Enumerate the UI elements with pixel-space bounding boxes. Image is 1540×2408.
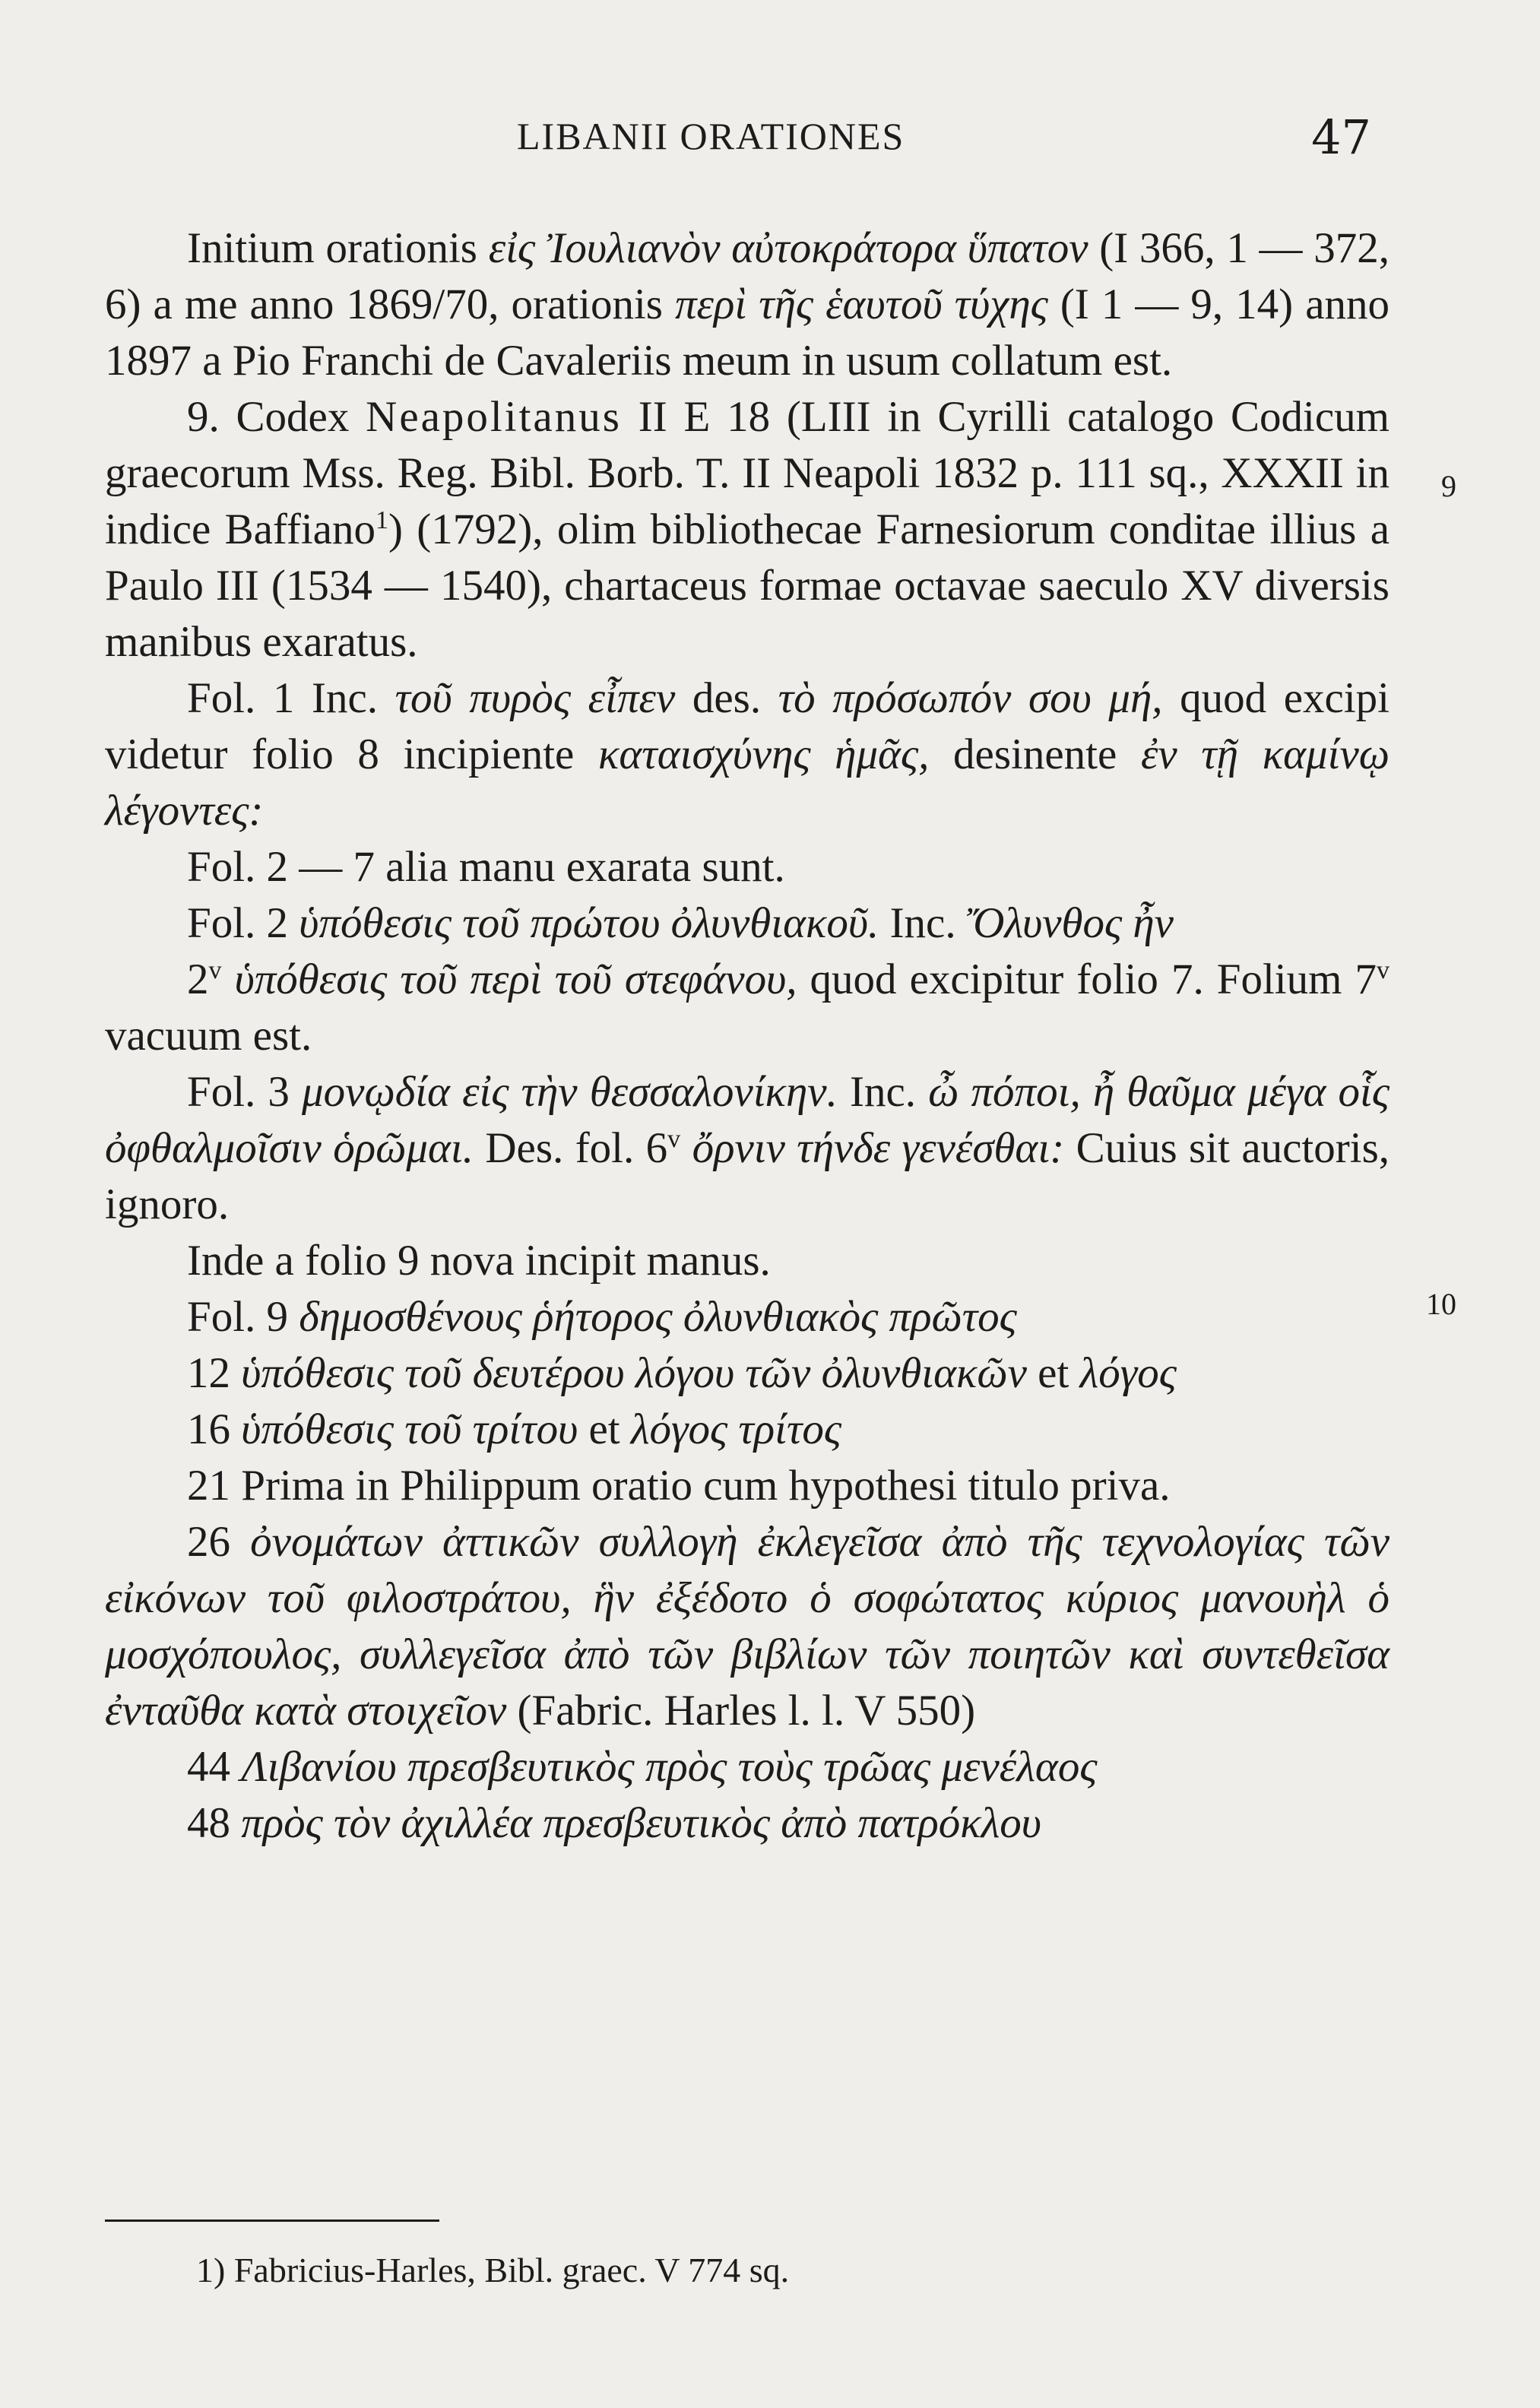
greek-text: ὑπόθεσις τοῦ τρίτου [241, 1405, 578, 1453]
greek-text: τοῦ πυρὸς εἶπεν [395, 674, 676, 722]
text-run: Fol. 3 [187, 1068, 303, 1116]
paragraph-codex [105, 389, 1389, 670]
list-item: 21 Prima in Philippum oratio cum hypothesi titulo priva. [187, 1462, 1171, 1510]
paragraph-2v [105, 952, 1389, 1064]
text-run: 2 [187, 955, 209, 1003]
list-item [105, 1795, 1389, 1852]
verso-marker: v [1377, 956, 1390, 984]
verso-marker: v [667, 1125, 681, 1153]
text-run: des. [675, 674, 778, 722]
text-run: ) (1792), olim bibliothecae Farnesiorum conditae illius a Paulo III (1534 — 1540), chartaceus formae octavae saeculo XV diversis manibus exaratus. [105, 505, 1389, 666]
text-run: quod excipi videtur folio 8 incipiente [105, 674, 1389, 778]
text-run: (Fabric. Harles l. l. V 550) [506, 1687, 976, 1735]
text-run: Fol. 9 [187, 1293, 299, 1341]
text-run [680, 1124, 692, 1172]
greek-text: ὑπόθεσις τοῦ πρώτου ὀλυνθιακοῦ. [299, 899, 879, 947]
text-run: quod excipitur folio 7. Folium 7 [797, 955, 1377, 1003]
footnote-marker: 1 [375, 506, 388, 534]
greek-text: ὄρνιν τήνδε γενέσθαι: [692, 1124, 1065, 1172]
greek-title: εἰς Ἰουλιανὸν αὐτοκράτορα ὕπατον [488, 224, 1088, 272]
text-run: (I 1 — 9, 14) anno 1897 a Pio Franchi de Cavaleriis meum in usum collatum est. [105, 280, 1389, 385]
greek-text: μονῳδία εἰς τὴν θεσσαλονίκην. [302, 1068, 838, 1116]
paragraph-initium [105, 220, 1389, 389]
greek-text: ὦ πόποι, ἦ θαῦμα μέγα οἷς ὀφθαλμοῖσιν ὁρῶμαι. [105, 1068, 1389, 1172]
greek-text: ὑπόθεσις τοῦ περὶ τοῦ στεφάνου, [234, 955, 797, 1003]
list-item [105, 1402, 1389, 1458]
text-run [222, 955, 235, 1003]
greek-text: λόγος τρίτος [630, 1405, 842, 1453]
paragraph-fol-1 [105, 670, 1389, 839]
verso-marker: v [208, 956, 222, 984]
paragraph-fol-2-7: Fol. 2 — 7 alia manu exarata sunt. [187, 843, 785, 891]
text-run: Fol. 1 Inc. [187, 674, 395, 722]
text-run: II E 18 (LIII in Cyrilli catalogo Codicum graecorum Mss. Reg. Bibl. Borb. T. II Neapoli 1832 p. 111 sq., XXXII in indice Baffiano [105, 393, 1389, 553]
list-item [105, 1289, 1389, 1345]
footnote: 1) Fabricius-Harles, Bibl. graec. V 774 sq. [196, 2251, 790, 2289]
list-item [105, 1345, 1389, 1402]
paragraph-fol-3 [105, 1064, 1389, 1233]
greek-text: Λιβανίου πρεσβευτικὸς πρὸς τοὺς τρῶας μενέλαος [241, 1743, 1098, 1791]
text-run: 9. Codex [187, 393, 366, 441]
margin-line-number: 10 [1426, 1287, 1456, 1321]
text-run: et [1026, 1349, 1080, 1397]
greek-text: Ὄλυνθος ἦν [966, 899, 1174, 947]
greek-text: καταισχύνης ἡμᾶς, [598, 730, 930, 778]
text-run: et [578, 1405, 631, 1453]
text-run: Inc. [879, 899, 967, 947]
greek-title: περὶ τῆς ἑαυτοῦ τύχης [675, 280, 1048, 328]
paragraph-fol-2 [105, 895, 1389, 952]
greek-text: ἐν τῇ καμίνῳ λέγοντες: [105, 730, 1389, 835]
paragraph-nova-manus: Inde a folio 9 nova incipit manus. [187, 1237, 771, 1285]
text-run: (I 366, 1 — 372, 6) a me anno 1869/70, orationis [105, 224, 1389, 328]
greek-text: ὀνομάτων ἀττικῶν συλλογὴ ἐκλεγεῖσα ἀπὸ τῆς τεχνολογίας τῶν εἰκόνων τοῦ φιλοστράτου, ἣν ἐξέδοτο ὁ σοφώτατος κύριος μανουὴλ ὁ μοσχόπουλος, συλλεγεῖσα ἀπὸ τῶν βιβλίων τῶν ποιητῶν καὶ συντεθεῖσα ἐνταῦθα κατὰ στοιχεῖον [105, 1518, 1389, 1735]
text-run: 48 [187, 1799, 242, 1847]
text-run: desinente [929, 730, 1141, 778]
greek-text: λόγος [1079, 1349, 1177, 1397]
footnote-rule [105, 2219, 439, 2222]
text-run: Initium orationis [187, 224, 489, 272]
text-run: Cuius sit auctoris, ignoro. [105, 1124, 1390, 1228]
body-text [105, 220, 1389, 1852]
codex-name: Neapolitanus [366, 393, 622, 441]
running-title: LIBANII ORATIONES [517, 115, 905, 157]
text-run: 12 [187, 1349, 242, 1397]
margin-line-number: 9 [1441, 469, 1456, 503]
list-item [105, 1514, 1389, 1739]
running-head [0, 109, 1540, 175]
text-run: 26 [187, 1518, 251, 1566]
text-run: vacuum est. [105, 1012, 312, 1060]
list-item [105, 1739, 1389, 1795]
greek-text: ὑπόθεσις τοῦ δευτέρου λόγου τῶν ὀλυνθιακῶν [241, 1349, 1027, 1397]
text-run: Des. fol. 6 [473, 1124, 668, 1172]
greek-text: πρὸς τὸν ἀχιλλέα πρεσβευτικὸς ἀπὸ πατρόκλου [241, 1799, 1041, 1847]
greek-text: τὸ πρόσωπόν σου μή, [778, 674, 1163, 722]
page-number: 47 [1311, 109, 1371, 165]
text-run: 16 [187, 1405, 242, 1453]
text-run: Inc. [837, 1068, 929, 1116]
greek-text: δημοσθένους ῥήτορος ὀλυνθιακὸς πρῶτος [299, 1293, 1017, 1341]
text-run: Fol. 2 [187, 899, 299, 947]
text-run: 44 [187, 1743, 242, 1791]
